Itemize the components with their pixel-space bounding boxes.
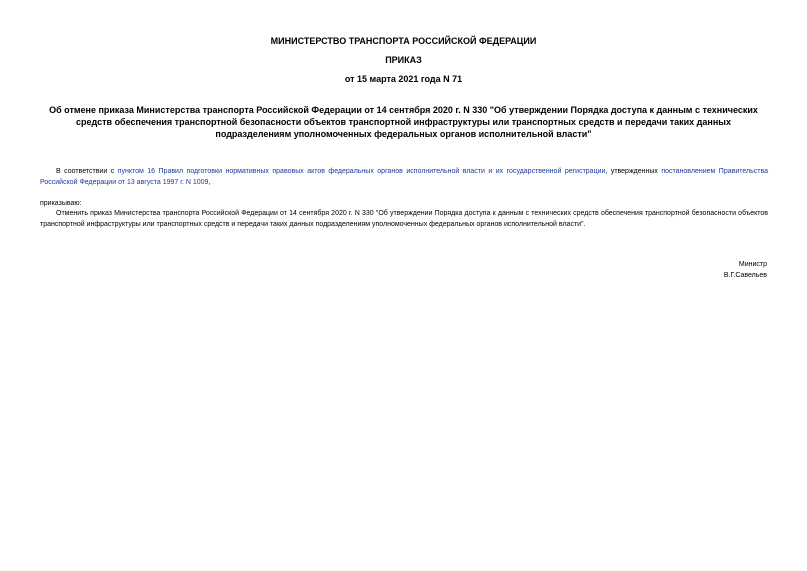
signature-name: В.Г.Савельев (723, 272, 767, 279)
order-word: приказываю: (40, 200, 82, 207)
preamble-paragraph (40, 166, 768, 188)
rules-link[interactable]: пунктом 16 Правил подготовки нормативных правовых актов федеральных органов исполнительной власти и их государственной регистрации (117, 168, 606, 175)
signature-position: Министр (738, 261, 767, 268)
preamble-text-3: , (208, 179, 211, 186)
document-date-number: от 15 марта 2021 года N 71 (344, 74, 463, 84)
document-title: Об отмене приказа Министерства транспорта Российской Федерации от 14 сентября 2020 г. N 330 "Об утверждении Порядка доступа к данным с технических средств обеспечения транспортной безопасности объектов транспортной инфраструктуры или транспортных средств и передачи таких данных подразделениям уполномоченных федеральных органов исполнительной власти" (49, 105, 758, 139)
ministry-heading: МИНИСТЕРСТВО ТРАНСПОРТА РОССИЙСКОЙ ФЕДЕРАЦИИ (270, 36, 537, 46)
government-decree-link[interactable]: постановлением Правительства Российской Федерации от 13 августа 1997 г. N 1009 (40, 168, 768, 186)
order-paragraph: Отменить приказ Министерства транспорта Российской Федерации от 14 сентября 2020 г. N 330 "Об утверждении Порядка доступа к данным с технических средств обеспечения транспортной безопасности объектов транспортной инфраструктуры или транспортных средств и передачи таких данных подразделениям уполномоченных федеральных органов исполнительной власти". (40, 210, 768, 228)
preamble-text-1: В соответствии с (56, 168, 118, 175)
document-type: ПРИКАЗ (385, 55, 422, 65)
preamble-text-2: , утвержденных (605, 168, 662, 175)
